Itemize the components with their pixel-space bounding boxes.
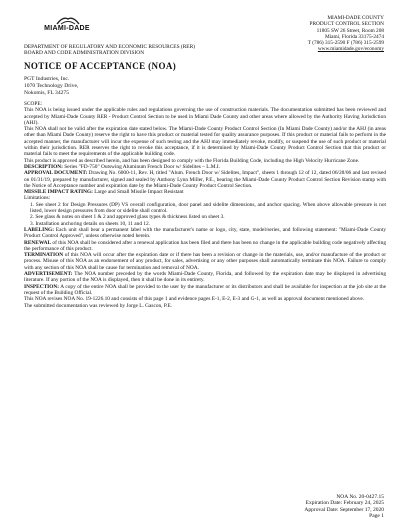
- limitation-item: 3. Installation anchoring details on sheets 10, 11 and 12.: [30, 220, 151, 227]
- website-link[interactable]: www.miamidade.gov/economy: [317, 46, 384, 53]
- renewal-paragraph: [24, 240, 386, 253]
- approval-text: Drawing No. 6000-11, Rev. H, titled "Alum. French Door w/ Sidelites, Impact", sheets 1 through 12 of 12, dated 06/28/06 and last revised on 01/31/19, prepared by manufacturer, signed and sealed by Anthony Lynn Miller, P.E., bearing the Miami-Dade County Product Control Section Revision stamp with the Notice of Acceptance number and expiration date by the Miami-Dade County Product Control Section.: [24, 170, 386, 189]
- addressee-name: PGT Industries, Inc.: [24, 76, 70, 82]
- expiration-date: Expiration Date: February 24, 2025: [305, 500, 384, 507]
- description-heading: DESCRIPTION:: [24, 163, 63, 170]
- addressee-block: [24, 76, 78, 96]
- termination-paragraph: [24, 252, 386, 271]
- agency-block: [24, 44, 195, 57]
- limitation-item: 2. See glass & notes on sheet 1 & 2 and approved glass types & thickness listed on sheet 3.: [30, 214, 225, 221]
- scope-paragraph: This product is approved as described herein, and has been designed to comply with the Florida Building Code, including the High Velocity Hurricane Zone.: [24, 157, 360, 164]
- termination-heading: TERMINATION: [24, 252, 64, 259]
- notice-body: [24, 101, 386, 309]
- scope-paragraph: This NOA is being issued under the applicable rules and regulations governing the use of construction materials. The documentation submitted has been reviewed and accepted by Miami-Dade County RER - Product Control Section to be used in Miami Dade County and other areas where allowed by the Authority Having Jurisdiction (AHJ).: [24, 107, 386, 126]
- addressee-street: 1070 Technology Drive,: [24, 82, 79, 89]
- addressee-city: Nokomis, FL 34275: [24, 89, 70, 96]
- office-address-block: [308, 15, 384, 53]
- revision-paragraph: This NOA revises NOA No. 19-1226.10 and consists of this page 1 and evidence pages E-1, E-2, E-3 and G-1, as well as approval document mentioned above.: [24, 296, 365, 303]
- labeling-heading: LABELING:: [24, 226, 54, 233]
- description-text: Series "FD-750" Outswing Aluminum French Door w/ Sidelites – L.M.I.: [62, 163, 221, 170]
- office-line: T (786) 315-2590 F (786) 315-2599: [307, 40, 384, 47]
- scope-heading: SCOPE:: [24, 101, 43, 107]
- missile-heading: MISSILE IMPACT RATING:: [24, 189, 93, 196]
- advertisement-heading: ADVERTISEMENT:: [24, 271, 73, 278]
- missile-text: Large and Small Missile Impact Resistant: [92, 189, 184, 196]
- approval-paragraph: [24, 170, 386, 189]
- office-line: Miami, Florida 33175-2474: [325, 33, 384, 40]
- approval-heading: APPROVAL DOCUMENT:: [24, 170, 88, 177]
- office-line: MIAMI-DADE COUNTY: [327, 15, 384, 21]
- miami-dade-logo: [32, 15, 100, 41]
- logo-wordmark: MIAMI-DADE: [44, 25, 90, 32]
- agency-line: BOARD AND CODE ADMINISTRATION DIVISION: [24, 50, 145, 57]
- inspection-text: A copy of the entire NOA shall be provided to the user by the manufacturer or its distributors and shall be available for inspection at the job site at the request of the Building Official.: [24, 283, 386, 296]
- limitations-heading: Limitations:: [24, 195, 51, 202]
- inspection-heading: INSPECTION:: [24, 283, 60, 290]
- labeling-text: Each unit shall bear a permanent label with the manufacturer's name or logo, city, state, model/series, and following statement: "Miami-Dade County Product Control Approved", unless otherwise noted herein.: [24, 226, 386, 240]
- approval-date: Approval Date: September 17, 2020: [304, 506, 384, 513]
- limitation-item: 1. See sheet 2 for Design Pressures (DP) VS overall configuration, door panel and sidelite dimensions, and anchor spacing. When above allowable pressure is not listed, lower design pressures from door or sidelite shall control.: [30, 201, 386, 215]
- termination-text: of this NOA will occur after the expiration date or if there has been a revision or change in the materials, use, and/or manufacture of the product or process. Misuse of this NOA as an endorsement of any product, for sales, advertising or any other purposes shall automatically terminate this NOA. Failure to comply with any section of this NOA shall be cause for termination and removal of NOA.: [24, 252, 386, 271]
- office-line: 11805 SW 26 Street, Room 208: [316, 27, 384, 34]
- noa-number: NOA No. 20-0427.15: [336, 494, 384, 500]
- reviewer-paragraph: The submitted documentation was reviewed by Jorge L. Gascon, P.E.: [24, 302, 173, 309]
- inspection-paragraph: [24, 284, 386, 297]
- renewal-text: of this NOA shall be considered after a renewal application has been filed and there has been no change in the applicable building code negatively affecting the performance of this product.: [24, 239, 386, 252]
- limitations-list: [30, 202, 386, 227]
- renewal-heading: RENEWAL: [24, 239, 52, 246]
- noa-footer: [304, 494, 384, 520]
- county-logo-icon: [56, 15, 80, 25]
- page-number: Page 1: [369, 513, 384, 520]
- labeling-paragraph: [24, 227, 386, 240]
- scope-paragraph: This NOA shall not be valid after the expiration date stated below. The Miami-Dade County Product Control Section (In Miami Dade County) and/or the AHJ (in areas other than Miami Dade County) reserve the right to have this product or material tested for quality assurance purposes. If this product or material fails to perform in the accepted manner, the manufacturer will incur the expense of such testing and the AHJ may immediately revoke, modify, or suspend the use of such product or material within their jurisdiction. RER reserves the right to revoke this acceptance, if it is determined by Miami-Dade County Product Control Section that this product or material fails to meet the requirements of the applicable building code.: [24, 126, 386, 158]
- agency-line: DEPARTMENT OF REGULATORY AND ECONOMIC RESOURCES (RER): [24, 44, 195, 50]
- office-line: PRODUCT CONTROL SECTION: [309, 21, 384, 28]
- advertisement-paragraph: [24, 271, 386, 284]
- page-title: NOTICE OF ACCEPTANCE (NOA): [24, 61, 177, 71]
- advertisement-text: The NOA number preceded by the words Miami-Dade County, Florida, and followed by the expiration date may be displayed in advertising literature. If any portion of the NOA is displayed, then it shall be done in its entirety.: [24, 271, 386, 284]
